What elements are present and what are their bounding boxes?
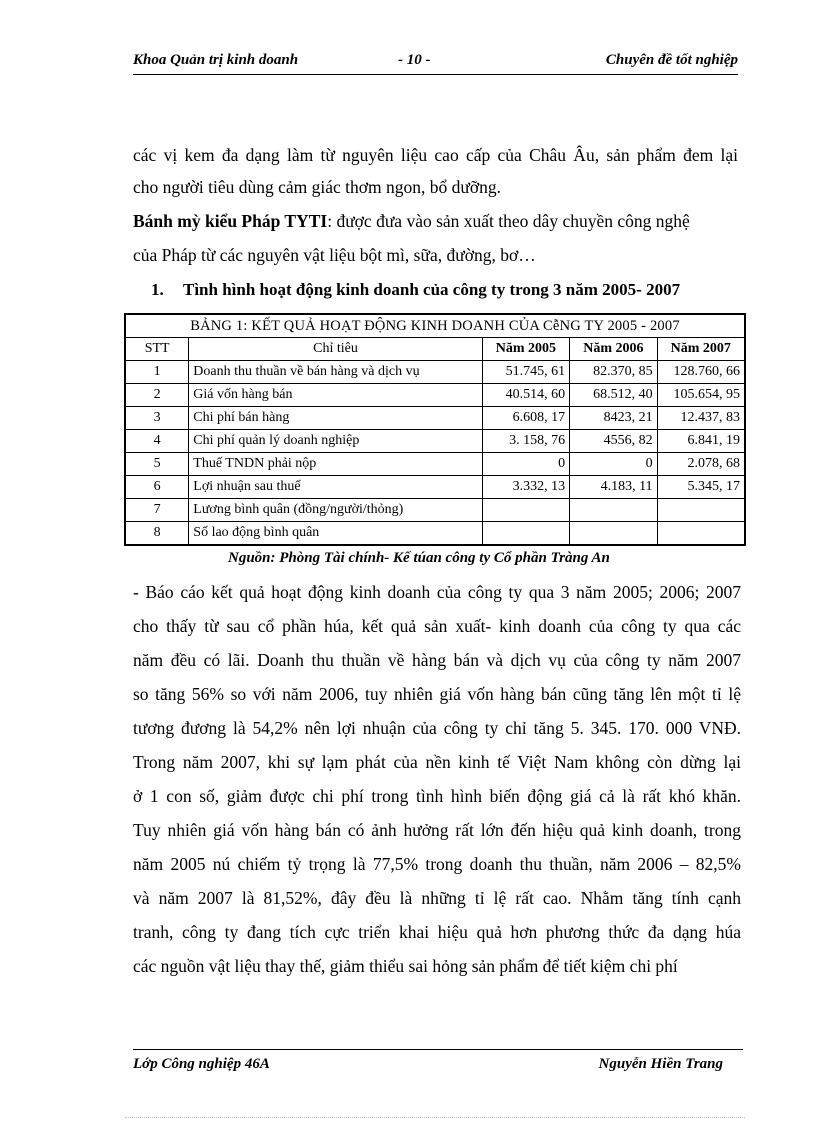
- body-line: cho thấy từ sau cổ phần húa, kết quả sản xuất- kinh doanh của công ty qua các: [133, 616, 741, 636]
- bread-paragraph: [133, 209, 738, 233]
- row-value-2005: 0: [482, 453, 569, 476]
- row-indicator: Số lao động bình quân: [189, 522, 482, 545]
- col-2007: Năm 2007: [657, 338, 744, 361]
- body-line: ở 1 con số, giảm được chi phí trong tình hình biến động giá cả là rất khó khăn.: [133, 786, 741, 806]
- page-bottom-divider: [125, 1117, 745, 1118]
- footer-author: Nguyễn Hiền Trang: [598, 1056, 723, 1072]
- row-stt: 7: [126, 499, 189, 522]
- body-line: năm đều có lãi. Doanh thu thuần về hàng bán và dịch vụ của công ty năm 2007: [133, 650, 741, 670]
- row-value-2007: 5.345, 17: [657, 476, 744, 499]
- intro-line-4: của Pháp từ các nguyên vật liệu bột mì, sữa, đường, bơ…: [133, 245, 536, 265]
- header-faculty: Khoa Quản trị kinh doanh: [133, 52, 299, 68]
- row-value-2006: 68.512, 40: [570, 384, 657, 407]
- row-value-2007: 128.760, 66: [657, 361, 744, 384]
- bread-name: Bánh mỳ kiểu Pháp TYTI: [133, 211, 328, 231]
- section-title: Tình hình hoạt động kinh doanh của công ty trong 3 năm 2005- 2007: [183, 280, 681, 299]
- row-value-2006: 8423, 21: [570, 407, 657, 430]
- row-value-2007: [657, 499, 744, 522]
- body-line: tranh, công ty đang tích cực triển khai hiệu quả hơn phương thức đa dạng húa: [133, 922, 741, 942]
- row-value-2005: 3. 158, 76: [482, 430, 569, 453]
- intro-line-2: cho người tiêu dùng cảm giác thơm ngon, bổ dưỡng.: [133, 177, 501, 197]
- results-table: [125, 314, 745, 545]
- row-indicator: Thuế TNDN phải nộp: [189, 453, 482, 476]
- row-value-2006: 4556, 82: [570, 430, 657, 453]
- table-row: [126, 384, 745, 407]
- body-line: và năm 2007 là 81,52%, đây đều là những tỉ lệ rất cao. Nhằm tăng tính cạnh: [133, 888, 741, 908]
- row-value-2007: [657, 522, 744, 545]
- row-stt: 3: [126, 407, 189, 430]
- row-value-2006: [570, 499, 657, 522]
- col-stt: STT: [126, 338, 189, 361]
- body-line: Trong năm 2007, khi sự lạm phát của nền kinh tế Việt Nam không còn dừng lại: [133, 752, 741, 772]
- row-value-2005: 51.745, 61: [482, 361, 569, 384]
- row-indicator: Lương bình quân (đồng/người/thỏng): [189, 499, 482, 522]
- intro-line-1: các vị kem đa dạng làm từ nguyên liệu cao cấp của Châu Âu, sản phẩm đem lại: [133, 145, 738, 165]
- row-stt: 5: [126, 453, 189, 476]
- bread-desc: : được đưa vào sản xuất theo dây chuyền công nghệ: [327, 211, 690, 231]
- section-number: 1.: [151, 280, 164, 299]
- row-indicator: Doanh thu thuần về bán hàng và dịch vụ: [189, 361, 482, 384]
- row-value-2005: [482, 522, 569, 545]
- page-number: - 10 -: [398, 52, 431, 68]
- row-indicator: Chi phí quản lý doanh nghiệp: [189, 430, 482, 453]
- body-line: các nguồn vật liệu thay thế, giảm thiểu sai hỏng sản phẩm để tiết kiệm chi phí: [133, 956, 678, 976]
- row-value-2007: 105.654, 95: [657, 384, 744, 407]
- row-value-2006: 0: [570, 453, 657, 476]
- table-row: [126, 499, 745, 522]
- header-report-title: Chuyên đề tốt nghiệp: [605, 52, 738, 68]
- col-2006: Năm 2006: [570, 338, 657, 361]
- body-line: - Báo cáo kết quả hoạt động kinh doanh của công ty qua 3 năm 2005; 2006; 2007: [133, 582, 741, 602]
- table-row: [126, 361, 745, 384]
- row-value-2005: 6.608, 17: [482, 407, 569, 430]
- row-stt: 1: [126, 361, 189, 384]
- row-value-2007: 12.437, 83: [657, 407, 744, 430]
- table-row: [126, 430, 745, 453]
- row-value-2006: [570, 522, 657, 545]
- section-heading: [151, 280, 680, 300]
- row-indicator: Giá vốn hàng bán: [189, 384, 482, 407]
- col-indicator: Chỉ tiêu: [189, 338, 482, 361]
- row-stt: 6: [126, 476, 189, 499]
- table-row: [126, 453, 745, 476]
- table-row: [126, 522, 745, 545]
- footer-class: Lớp Công nghiệp 46A: [133, 1056, 270, 1072]
- row-stt: 2: [126, 384, 189, 407]
- table-title: BẢNG 1: KẾT QUẢ HOẠT ĐỘNG KINH DOANH CỦA CễNG TY 2005 - 2007: [126, 315, 745, 338]
- row-value-2007: 6.841, 19: [657, 430, 744, 453]
- row-indicator: Lợi nhuận sau thuế: [189, 476, 482, 499]
- row-value-2005: [482, 499, 569, 522]
- row-value-2007: 2.078, 68: [657, 453, 744, 476]
- page-header: [133, 52, 738, 75]
- row-indicator: Chi phí bán hàng: [189, 407, 482, 430]
- page-footer: [133, 1049, 743, 1080]
- row-value-2005: 40.514, 60: [482, 384, 569, 407]
- body-line: tương đương là 54,2% nên lợi nhuận của công ty chỉ tăng 5. 345. 170. 000 VNĐ.: [133, 718, 741, 738]
- row-stt: 4: [126, 430, 189, 453]
- row-value-2006: 4.183, 11: [570, 476, 657, 499]
- table-row: [126, 476, 745, 499]
- table-header-row: [126, 338, 745, 361]
- table-source: Nguồn: Phòng Tài chính- Kế túan công ty Cổ phần Tràng An: [228, 550, 610, 566]
- col-2005: Năm 2005: [482, 338, 569, 361]
- body-line: năm 2005 nú chiếm tỷ trọng là 77,5% trong doanh thu thuần, năm 2006 – 82,5%: [133, 854, 741, 874]
- row-value-2006: 82.370, 85: [570, 361, 657, 384]
- body-line: so tăng 56% so với năm 2006, tuy nhiên giá vốn hàng bán cũng tăng lên một tỉ lệ: [133, 684, 741, 704]
- body-line: Tuy nhiên giá vốn hàng bán có ảnh hưởng rất lớn đến hiệu quả kinh doanh, trong: [133, 820, 741, 840]
- row-stt: 8: [126, 522, 189, 545]
- row-value-2005: 3.332, 13: [482, 476, 569, 499]
- table-row: [126, 407, 745, 430]
